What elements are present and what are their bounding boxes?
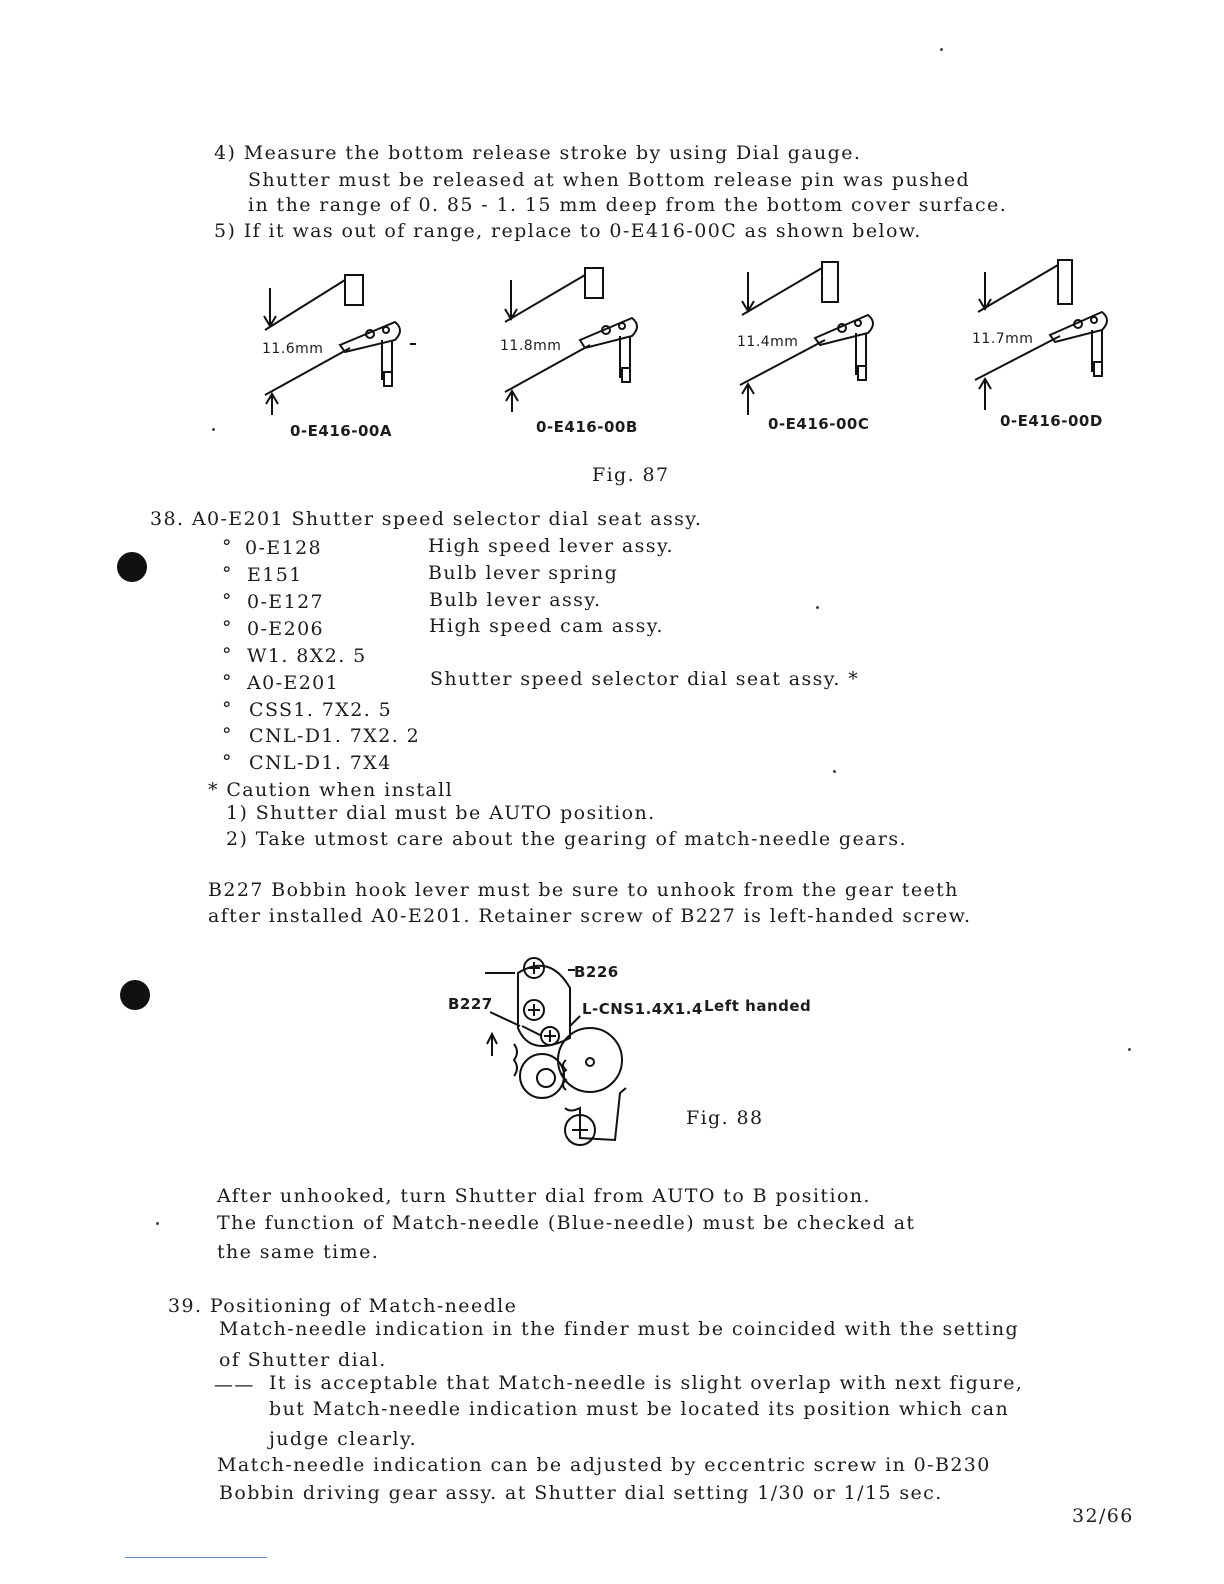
- caution-title: * Caution when install: [208, 779, 454, 801]
- scan-speck: [156, 1222, 159, 1225]
- scan-speck: [212, 428, 215, 431]
- fig87-dim-a: 11.6mm: [262, 341, 324, 357]
- after-line-1: After unhooked, turn Shutter dial from AUTO to B position.: [217, 1185, 871, 1207]
- part-code: CSS1. 7X2. 5: [249, 699, 393, 721]
- part-code: 0-E206: [247, 618, 325, 640]
- part-code: E151: [247, 564, 303, 586]
- list-bullet: °: [222, 536, 233, 558]
- part-code: 0-E128: [245, 537, 323, 559]
- note-line-1: B227 Bobbin hook lever must be sure to unhook from the gear teeth: [208, 879, 959, 901]
- section39-heading: 39. Positioning of Match-needle: [168, 1295, 518, 1317]
- after-line-3: the same time.: [217, 1241, 380, 1263]
- section39-final-line-1: Match-needle indication can be adjusted by eccentric screw in 0-B230: [217, 1454, 991, 1476]
- list-bullet: °: [222, 563, 233, 585]
- scan-speck: [940, 48, 943, 51]
- note-line-2: after installed A0-E201. Retainer screw of B227 is left-handed screw.: [208, 905, 972, 927]
- scan-speck: [816, 606, 819, 609]
- part-desc: Bulb lever spring: [428, 562, 619, 584]
- section38-heading: 38. A0-E201 Shutter speed selector dial seat assy.: [150, 508, 703, 530]
- section39-dash-line-1: It is acceptable that Match-needle is slight overlap with next figure,: [269, 1372, 1024, 1394]
- section39-line-1: Match-needle indication in the finder must be coincided with the setting: [219, 1318, 1020, 1340]
- section39-line-2: of Shutter dial.: [219, 1349, 387, 1371]
- list-bullet: °: [222, 617, 233, 639]
- list-bullet: °: [222, 751, 233, 773]
- section39-final-line-2: Bobbin driving gear assy. at Shutter dial setting 1/30 or 1/15 sec.: [219, 1482, 943, 1504]
- caution-item-2: 2) Take utmost care about the gearing of match-needle gears.: [226, 828, 907, 850]
- fig87-code-c: 0-E416-00C: [768, 415, 870, 433]
- scan-edge-line: [125, 1557, 267, 1558]
- fig88-label-b227: B227: [448, 995, 493, 1013]
- step4-line-3: in the range of 0. 85 - 1. 15 mm deep from the bottom cover surface.: [248, 194, 1008, 216]
- binder-hole-top: [117, 552, 147, 582]
- step4-line-1: 4) Measure the bottom release stroke by using Dial gauge.: [214, 142, 862, 164]
- fig88-label-b226: B226: [574, 963, 619, 981]
- fig87-code-b: 0-E416-00B: [536, 418, 638, 436]
- step5-line: 5) If it was out of range, replace to 0-E416-00C as shown below.: [214, 220, 922, 242]
- part-desc: Bulb lever assy.: [429, 589, 602, 611]
- fig88-label-screw: L-CNS1.4X1.4: [582, 1000, 703, 1018]
- part-desc: Shutter speed selector dial seat assy. *: [430, 668, 860, 690]
- fig87-code-a: 0-E416-00A: [290, 422, 392, 440]
- part-code: CNL-D1. 7X2. 2: [249, 725, 421, 747]
- fig87-code-d: 0-E416-00D: [1000, 412, 1103, 430]
- scan-speck: [1128, 1048, 1131, 1051]
- caution-item-1: 1) Shutter dial must be AUTO position.: [226, 802, 656, 824]
- fig87-dim-d: 11.7mm: [972, 331, 1034, 347]
- list-bullet: °: [222, 590, 233, 612]
- scan-speck: [833, 770, 836, 773]
- binder-hole-bottom: [120, 980, 150, 1010]
- list-bullet: °: [222, 644, 233, 666]
- list-bullet: °: [222, 671, 233, 693]
- part-desc: High speed cam assy.: [429, 615, 664, 637]
- fig87-caption: Fig. 87: [592, 464, 670, 486]
- step4-line-2: Shutter must be released at when Bottom release pin was pushed: [248, 169, 971, 191]
- fig88-label-left-handed: Left handed: [704, 997, 812, 1015]
- section39-dash-line-2: but Match-needle indication must be located its position which can: [269, 1398, 1010, 1420]
- section39-dash-line-3: judge clearly.: [269, 1428, 418, 1450]
- fig87-drawing: [0, 0, 1224, 470]
- part-code: CNL-D1. 7X4: [249, 752, 392, 774]
- fig88-caption: Fig. 88: [686, 1107, 764, 1129]
- part-desc: High speed lever assy.: [428, 535, 674, 557]
- list-bullet: °: [222, 698, 233, 720]
- page-number: 32/66: [1072, 1505, 1134, 1527]
- list-bullet: °: [222, 724, 233, 746]
- section39-dash: ——: [214, 1374, 255, 1396]
- fig87-dim-c: 11.4mm: [737, 334, 799, 350]
- part-code: W1. 8X2. 5: [247, 645, 367, 667]
- part-code: 0-E127: [247, 591, 325, 613]
- fig87-dim-b: 11.8mm: [500, 338, 562, 354]
- fig88-drawing: [430, 948, 660, 1158]
- part-code: A0-E201: [247, 672, 340, 694]
- after-line-2: The function of Match-needle (Blue-needle) must be checked at: [217, 1212, 916, 1234]
